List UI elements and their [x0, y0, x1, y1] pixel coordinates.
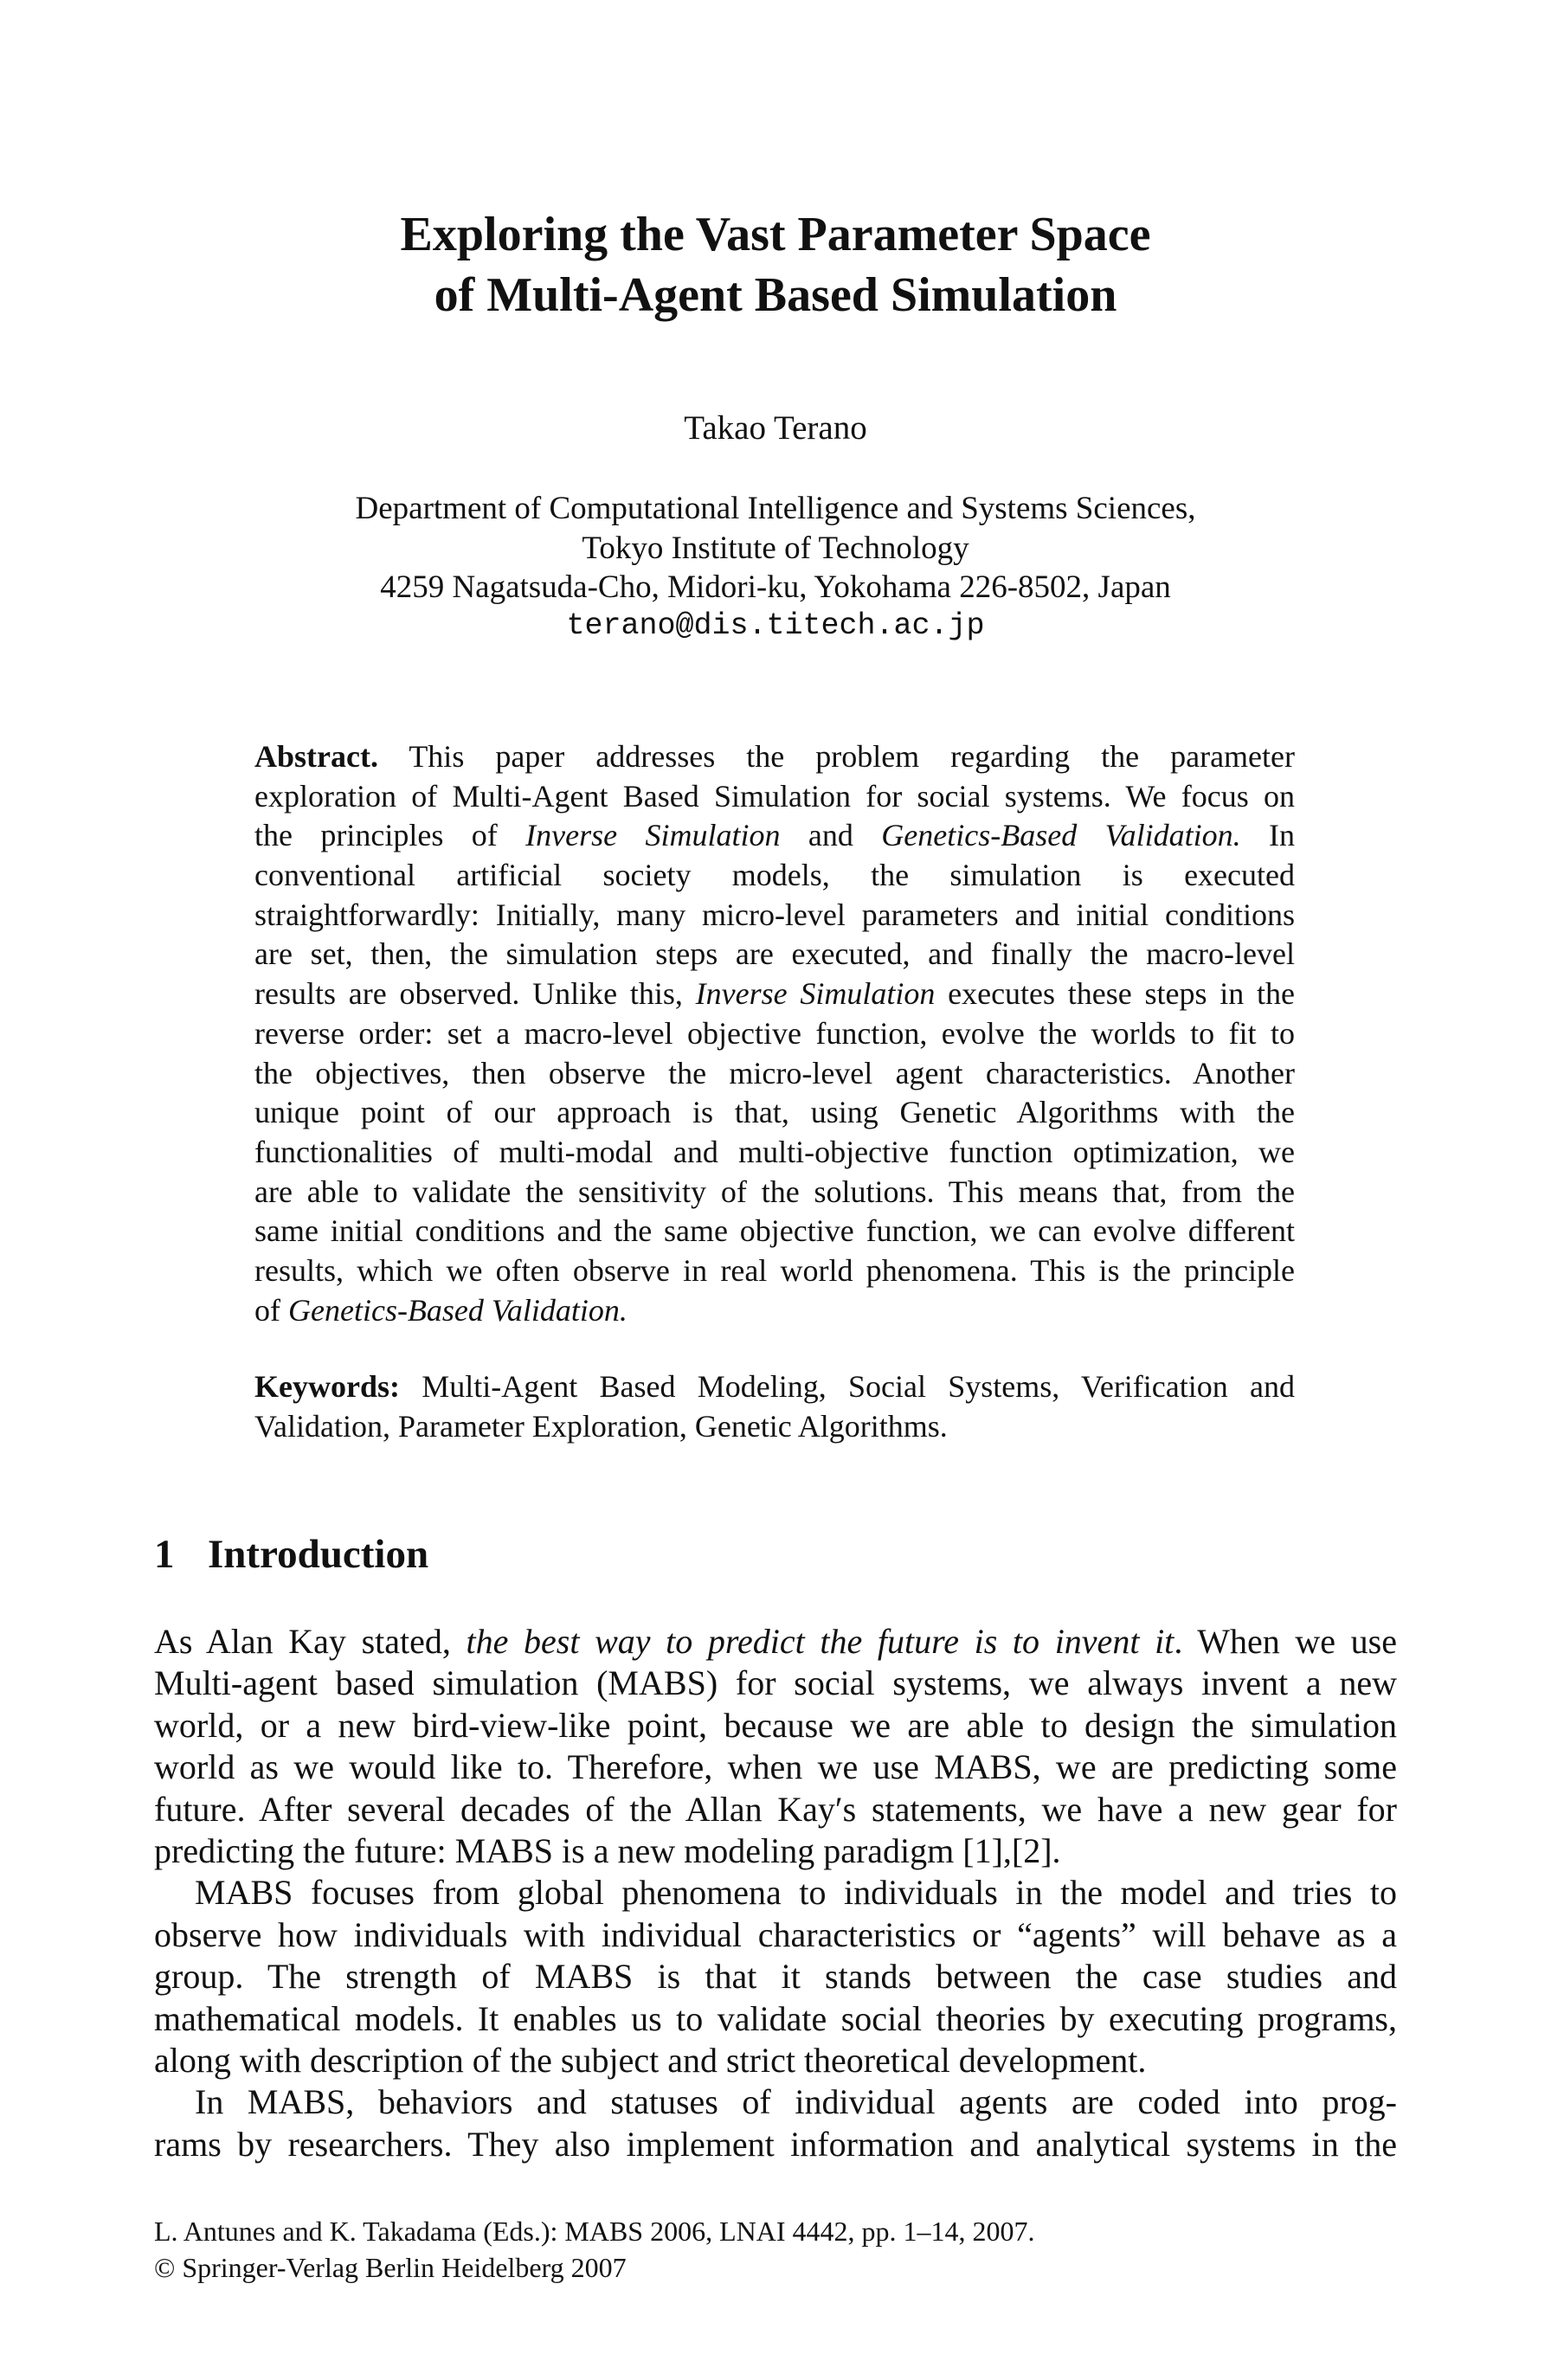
text-segment: MABS focuses from global phenomena to individuals in the model and tries to — [195, 1873, 1397, 1913]
text-segment: results are observed. Unlike this, — [254, 976, 696, 1012]
emphasis: Genetics-Based Validation. — [881, 818, 1241, 853]
label-bold: Abstract. — [254, 739, 378, 774]
text-line — [254, 1054, 1295, 1094]
text-line — [154, 2081, 1397, 2123]
text-line — [154, 1998, 1397, 2040]
text-line — [254, 737, 1295, 777]
text-segment: world as we would like to. Therefore, when we use MABS, we are predicting some — [154, 1747, 1397, 1787]
footer — [154, 2213, 1035, 2286]
text-segment: As Alan Kay stated, — [154, 1622, 467, 1661]
text-segment: group. The strength of MABS is that it stands between the case studies and — [154, 1957, 1397, 1997]
footer-copyright: © Springer-Verlag Berlin Heidelberg 2007 — [154, 2252, 627, 2283]
text-segment: Multi-Agent Based Modeling, Social Systems, Verification and — [399, 1369, 1295, 1404]
text-segment: . When we use — [1174, 1622, 1397, 1661]
text-segment: rams by researchers. They also implement information and analytical systems in the — [154, 2124, 1397, 2164]
introduction-body — [154, 1621, 1397, 2165]
text-segment: straightforwardly: Initially, many micro-level parameters and initial conditions — [254, 897, 1295, 932]
text-line — [154, 1914, 1397, 1956]
text-line — [254, 1014, 1295, 1054]
abstract — [254, 737, 1295, 1330]
text-line — [154, 1621, 1397, 1663]
text-segment: observe how individuals with individual characteristics or “agents” will behave as a — [154, 1914, 1397, 1954]
text-segment: reverse order: set a macro-level objective function, evolve the worlds to fit to — [254, 1015, 1295, 1051]
text-segment: are set, then, the simulation steps are executed, and finally the macro-level — [254, 936, 1295, 972]
text-segment: are able to validate the sensitivity of the solutions. This means that, from the — [254, 1174, 1295, 1209]
section-heading — [154, 1530, 428, 1579]
author-name: Takao Terano — [684, 409, 867, 447]
text-segment: of — [254, 1292, 288, 1328]
text-line — [154, 1663, 1397, 1704]
text-segment: functionalities of multi-modal and multi-objective function optimization, we — [254, 1134, 1295, 1169]
paper-title-line-1: Exploring the Vast Parameter Space — [400, 208, 1151, 261]
text-segment: mathematical models. It enables us to validate social theories by executing programs, — [154, 1998, 1397, 2038]
text-line — [254, 1251, 1295, 1291]
text-line — [254, 816, 1295, 856]
emphasis: the best way to predict the future is to invent it — [466, 1622, 1175, 1661]
text-segment: results, which we often observe in real world phenomena. This is the principle — [254, 1252, 1295, 1288]
text-segment: and — [780, 818, 882, 853]
text-segment: the objectives, then observe the micro-level agent characteristics. Another — [254, 1055, 1295, 1090]
keywords — [254, 1367, 1295, 1446]
text-line — [154, 1830, 1397, 1872]
section-title: Introduction — [208, 1532, 429, 1577]
text-line — [254, 1212, 1295, 1251]
affiliation-department: Department of Computational Intelligence and Systems Sciences, — [355, 491, 1196, 526]
text-line — [254, 1133, 1295, 1173]
text-segment: the principles of — [254, 818, 526, 853]
label-bold: Keywords: — [254, 1369, 400, 1404]
text-segment: future. After several decades of the Allan Kay′s statements, we have a new gear for — [154, 1789, 1397, 1829]
text-segment: In — [1240, 818, 1295, 853]
text-line — [254, 896, 1295, 936]
text-segment: conventional artificial society models, the simulation is executed — [254, 858, 1295, 893]
text-line — [254, 856, 1295, 896]
footer-citation: L. Antunes and K. Takadama (Eds.): MABS 2006, LNAI 4442, pp. 1–14, 2007. — [154, 2216, 1035, 2247]
emphasis: Inverse Simulation — [525, 818, 781, 853]
text-segment: exploration of Multi-Agent Based Simulation for social systems. We focus on — [254, 778, 1295, 814]
text-segment: Multi-agent based simulation (MABS) for social systems, we always invent a new — [154, 1663, 1397, 1703]
text-segment: along with description of the subject and strict theoretical development. — [154, 2040, 1147, 2080]
paper-title-line-2: of Multi-Agent Based Simulation — [434, 268, 1117, 322]
text-line — [154, 1789, 1397, 1830]
affiliation-address: 4259 Nagatsuda-Cho, Midori-ku, Yokohama 226-8502, Japan — [380, 569, 1171, 605]
text-line — [154, 1872, 1397, 1914]
text-line — [254, 1291, 1295, 1331]
text-line — [254, 935, 1295, 975]
text-segment: unique point of our approach is that, using Genetic Algorithms with the — [254, 1095, 1295, 1130]
text-segment: world, or a new bird-view-like point, because we are able to design the simulation — [154, 1705, 1397, 1745]
text-line — [154, 1956, 1397, 1997]
text-segment: same initial conditions and the same objective function, we can evolve different — [254, 1213, 1295, 1249]
text-line — [254, 1093, 1295, 1133]
emphasis: Genetics-Based Validation. — [288, 1292, 627, 1328]
text-segment: Validation, Parameter Exploration, Genetic Algorithms. — [254, 1408, 948, 1444]
text-line — [154, 1705, 1397, 1746]
text-line — [254, 1367, 1295, 1407]
affiliation-institute: Tokyo Institute of Technology — [582, 531, 969, 566]
text-line — [254, 975, 1295, 1014]
text-line — [154, 1746, 1397, 1788]
section-number: 1 — [154, 1532, 175, 1577]
text-segment: executes these steps in the — [935, 976, 1295, 1012]
emphasis: Inverse Simulation — [695, 976, 936, 1012]
text-line — [254, 1407, 1295, 1447]
author-email: terano@dis.titech.ac.jp — [566, 608, 985, 643]
text-segment: This paper addresses the problem regarding the parameter — [377, 739, 1295, 774]
text-line — [154, 2124, 1397, 2165]
text-segment: In MABS, behaviors and statuses of individual agents are coded into prog- — [195, 2082, 1397, 2122]
text-segment: predicting the future: MABS is a new modeling paradigm [1],[2]. — [154, 1830, 1061, 1870]
text-line — [254, 1173, 1295, 1213]
text-line — [154, 2040, 1397, 2081]
text-line — [254, 777, 1295, 817]
